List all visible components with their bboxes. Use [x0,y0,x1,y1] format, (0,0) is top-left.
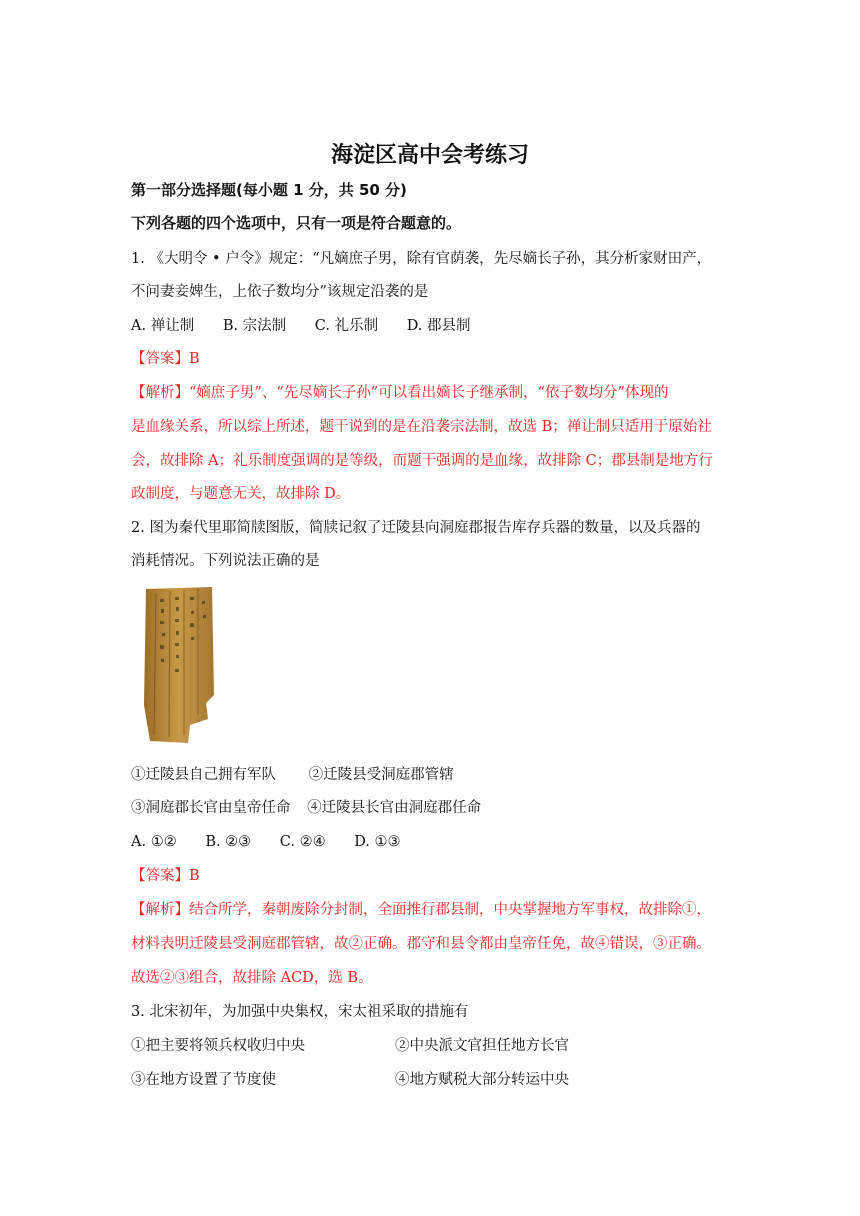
instruction-text: 下列各题的四个选项中，只有一项是符合题意的。 [131,214,462,232]
page-title: 海淀区高中会考练习 [330,142,529,168]
q1-analysis-line2: 是血缘关系，所以综上所述，题干说到的是在沿袭宗法制，故选 B；禅让制只适用于原始社 [131,419,712,435]
q2-stem-line2: 消耗情况。下列说法正确的是 [131,553,320,569]
q3-statement-2: ②中央派文官担任地方长官 [395,1038,569,1054]
q2-statements-row2 [131,798,481,818]
bamboo-slip-image [140,585,218,745]
q1-analysis-line4: 政制度，与题意无关，故排除 D。 [131,486,351,502]
q1-stem-line2: 不问妻妾婢生，上依子数均分”该规定沿袭的是 [131,284,429,300]
q2-option-d: D. ①③ [354,834,401,850]
q1-analysis-line1: 【解析】“嫡庶子男”、“先尽嫡长子孙”可以看出嫡长子继承制，“依子数均分”体现的 [131,385,669,401]
q2-analysis-line2: 材料表明迁陵县受洞庭郡管辖，故②正确。郡守和县令都由皇帝任免，故④错误，③正确。 [131,936,711,952]
q1-answer: 【答案】B [131,351,200,367]
q2-statements-row1 [131,765,454,785]
q2-option-c: C. ②④ [279,834,326,850]
q3-statement-3: ③在地方设置了节度使 [131,1072,276,1088]
q2-statement-2: ②迁陵县受洞庭郡管辖 [308,767,454,783]
q2-option-a: A. ①② [131,834,177,850]
section-heading: 第一部分选择题(每小题 1 分，共 50 分) [131,181,407,199]
q2-stem-line1: 2. 图为秦代里耶简牍图版，简牍记叙了迁陵县向洞庭郡报告库存兵器的数量，以及兵器的 [131,520,701,536]
q2-analysis-line1: 【解析】结合所学，秦朝废除分封制，全面推行郡县制，中央掌握地方军事权，故排除①， [131,902,711,918]
q2-answer: 【答案】B [131,868,200,884]
q2-statement-4: ④迁陵县长官由洞庭郡任命 [307,800,482,816]
q3-stem: 3. 北宋初年，为加强中央集权，宋太祖采取的措施有 [131,1004,469,1020]
q1-option-c: C. 礼乐制 [314,318,379,334]
q2-analysis-line3: 故选②③组合，故排除 ACD，选 B。 [131,970,373,986]
q2-statement-1: ①迁陵县自己拥有军队 [131,767,276,783]
q1-analysis-line3: 会，故排除 A；礼乐制度强调的是等级，而题干强调的是血缘，故排除 C；郡县制是地方行 [131,453,713,469]
q1-option-a: A. 禅让制 [131,318,195,334]
q2-option-b: B. ②③ [205,834,252,850]
q1-options [131,316,495,336]
q2-options [131,832,425,852]
q1-stem-line1: 1. 《大明令 • 户令》规定：“凡嫡庶子男，除有官荫袭，先尽嫡长子孙，其分析家财田产， [131,251,712,267]
q3-statement-1: ①把主要将领兵权收归中央 [131,1038,305,1054]
q2-statement-3: ③洞庭郡长官由皇帝任命 [131,800,291,816]
q1-option-d: D. 郡县制 [406,318,471,334]
q1-option-b: B. 宗法制 [222,318,287,334]
q3-statement-4: ④地方赋税大部分转运中央 [395,1072,569,1088]
